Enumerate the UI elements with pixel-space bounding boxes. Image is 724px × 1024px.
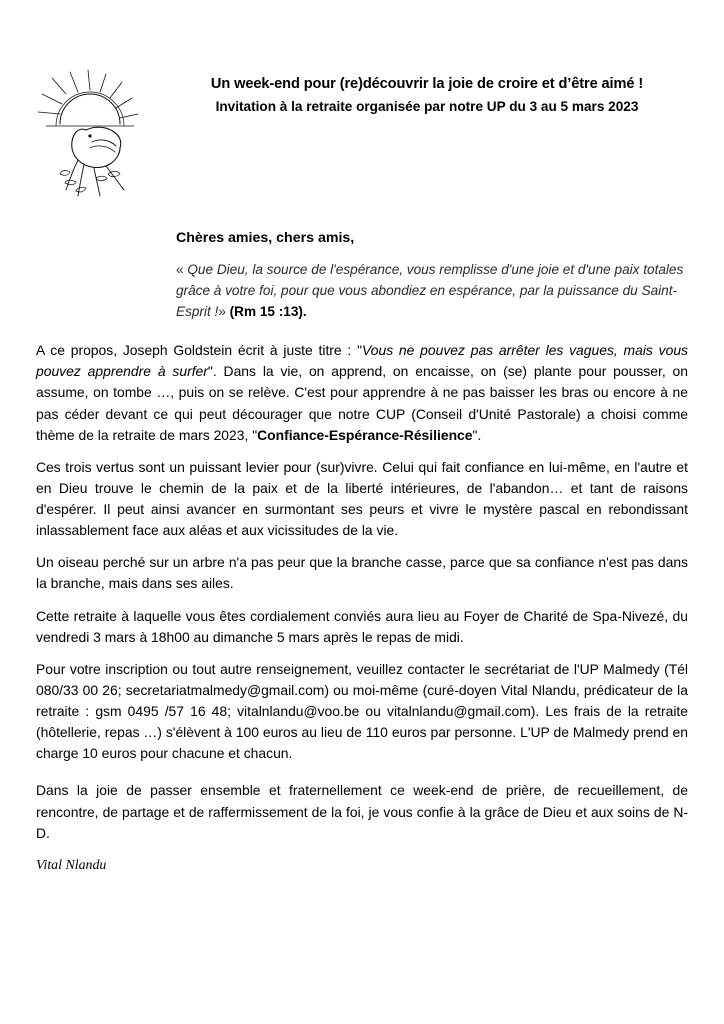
document-body [0,340,724,876]
paragraph-5: Pour votre inscription ou tout autre renseignement, veuillez contacter le secrétariat de l'UP Malmedy (Tél 080/33 00 26; secretariatmalmedy@gmail.com) ou moi-même (curé-doyen Vital Nlandu, prédicateur de la retraite : gsm 0495 /57 16 48; vitalnlandu@voo.be ou vitalnlandu@gmail.com). Les frais de la retraite (hôtellerie, repas …) s'élèvent à 100 euros au lieu de 110 euros par personne. L'UP de Malmedy prend en charge 10 euros pour chacune et chacun. [36,660,688,762]
page-title: Un week-end pour (re)découvrir la joie de croire et d’être aimé ! [210,76,644,92]
paragraph-1-part-b: ". Dans la vie, on apprend, on encaisse, on (se) plante pour pousser, on assume, on tombe …, puis on se relève. C'est pour apprendre à ne pas baisser les bras ou encore à ne pas céder devant ce qui peut décourager que notre CUP (Conseil d'Unité Pastorale) a choisi comme thème de la retraite de mars 2023, " [36,363,688,443]
quote-text: Que Dieu, la source de l'espérance, vous remplisse d'une joie et d'une paix totales grâce à votre foi, pour que vous abondiez en espérance, par la puissance du Saint-Esprit ! [176,262,684,320]
scripture-quote [176,259,684,322]
salutation: Chères amies, chers amis, [176,230,355,246]
paragraph-3: Un oiseau perché sur un arbre n'a pas peur que la branche casse, parce que sa confiance n'est pas dans la branche, mais dans ses ailes. [36,554,688,592]
paragraph-1-part-c: ". [472,426,482,443]
dove-sunrise-icon [36,68,166,208]
document-header [0,0,724,208]
paragraph-4: Cette retraite à laquelle vous êtes cordialement conviés aura lieu au Foyer de Charité de Spa-Nivezé, du vendredi 3 mars à 18h00 au dimanche 5 mars après le repas de midi. [36,607,688,645]
title-block [166,62,688,116]
paragraph-6: Dans la joie de passer ensemble et fraternellement ce week-end de prière, de recueillement, de rencontre, de partage et de raffermissement de la foi, je vous confie à la grâce de Dieu et aux soins de N-D. [36,782,688,841]
page-subtitle: Invitation à la retraite organisée par notre UP du 3 au 5 mars 2023 [215,98,639,114]
paragraph-2: Ces trois vertus sont un puissant levier pour (sur)vivre. Celui qui fait confiance en lui-même, en l'autre et en Dieu trouve le chemin de la paix et de la liberté intérieures, de l'abandon… et tant de raisons d'espérer. Il peut ainsi avancer en surmontant ses peurs et vivre le mystère pascal en rebondissant inlassablement face aux aléas et aux vicissitudes de la vie. [36,458,688,539]
salutation-quote-block [176,208,684,322]
signature: Vital Nlandu [36,857,107,873]
paragraph-1 [36,340,688,446]
paragraph-spacer [36,764,688,780]
paragraph-1-part-a: A ce propos, Joseph Goldstein écrit à juste titre : " [36,342,362,359]
quote-reference: (Rm 15 :13). [229,304,307,320]
paragraph-1-quote: Vous ne pouvez pas arrêter les vagues, mais vous pouvez apprendre à surfer [36,342,688,380]
quote-close-mark: » [218,304,230,320]
retreat-theme: Confiance-Espérance-Résilience [257,426,473,443]
quote-open-mark: « [176,262,188,277]
